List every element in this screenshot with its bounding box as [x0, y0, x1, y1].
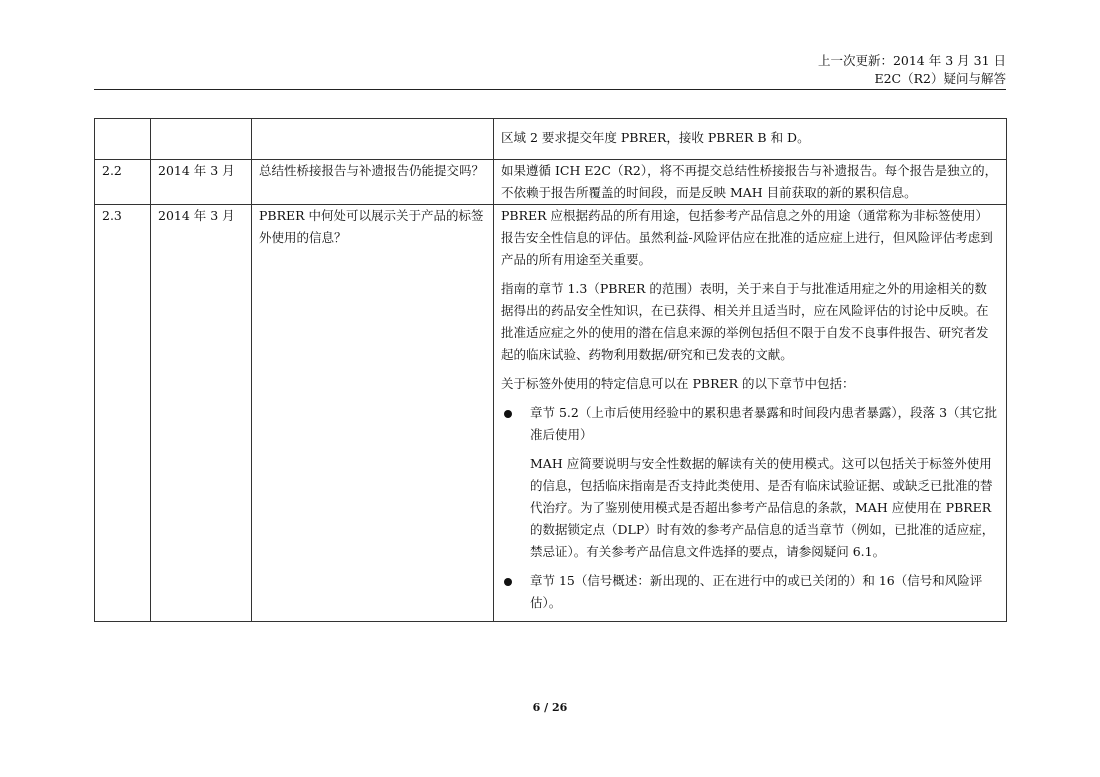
last-updated: 上一次更新：2014 年 3 月 31 日: [817, 53, 1006, 68]
question-date: [151, 119, 252, 160]
question-number: 2.2: [95, 160, 151, 205]
qa-table: [94, 118, 1007, 622]
page-number: 6 / 26: [532, 701, 568, 714]
bullet-item: [501, 570, 999, 614]
bullet-icon: [504, 410, 512, 418]
answer-paragraph: PBRER 应根据药品的所有用途，包括参考产品信息之外的用途（通常称为非标签使用）报告安全性信息的评估。虽然利益-风险评估应在批准的适应症上进行，但风险评估考虑到产品的所有用途至关重要。: [501, 208, 993, 267]
question-text: 总结性桥接报告与补遗报告仍能提交吗？: [252, 160, 494, 205]
table-row: [95, 160, 1007, 205]
question-number: 2.3: [95, 205, 151, 622]
question-date: 2014 年 3 月: [151, 205, 252, 622]
bullet-detail: MAH 应简要说明与安全性数据的解读有关的使用模式。这可以包括关于标签外使用的信息，包括临床指南是否支持此类使用、是否有临床试验证据、或缺乏已批准的替代治疗。为了鉴别使用模式是否超出参考产品信息的条款，MAH 应使用在 PBRER 的数据锁定点（DLP）时有效的参考产品信息的适当章节（例如，已批准的适应症，禁忌证）。有关参考产品信息文件选择的要点，请参阅疑问 6.1。: [530, 456, 995, 559]
answer-paragraph: 指南的章节 1.3（PBRER 的范围）表明，关于来自于与批准适用症之外的用途相关的数据得出的药品安全性知识，在已获得、相关并且适当时，应在风险评估的讨论中反映。在批准适应症之外的使用的潜在信息来源的举例包括但不限于自发不良事件报告、研究者发起的临床试验、药物利用数据/研究和已发表的文献。: [501, 281, 989, 362]
header-rule: [94, 89, 1006, 90]
document-title: E2C（R2）疑问与解答: [874, 71, 1006, 86]
bullet-item: [501, 402, 999, 446]
answer-paragraph: 关于标签外使用的特定信息可以在 PBRER 的以下章节中包括：: [501, 376, 855, 391]
question-number: [95, 119, 151, 160]
bullet-text: 章节 15（信号概述：新出现的、正在进行中的或已关闭的）和 16（信号和风险评估）。: [530, 573, 983, 610]
question-date: 2014 年 3 月: [151, 160, 252, 205]
table-row: [95, 119, 1007, 160]
bullet-text: 章节 5.2（上市后使用经验中的累积患者暴露和时间段内患者暴露），段落 3（其它批准后使用）: [530, 405, 998, 442]
page-header: [818, 52, 1006, 88]
answer-text: 如果遵循 ICH E2C（R2），将不再提交总结性桥接报告与补遗报告。每个报告是独立的，不依赖于报告所覆盖的时间段，而是反映 MAH 目前获取的新的累积信息。: [494, 160, 1007, 205]
table-row: [95, 205, 1007, 622]
answer-text: 区域 2 要求提交年度 PBRER，接收 PBRER B 和 D。: [494, 119, 1007, 160]
answer-cell: [494, 205, 1007, 622]
bullet-icon: [504, 578, 512, 586]
question-text: PBRER 中何处可以展示关于产品的标签外使用的信息？: [252, 205, 494, 622]
question-text: [252, 119, 494, 160]
